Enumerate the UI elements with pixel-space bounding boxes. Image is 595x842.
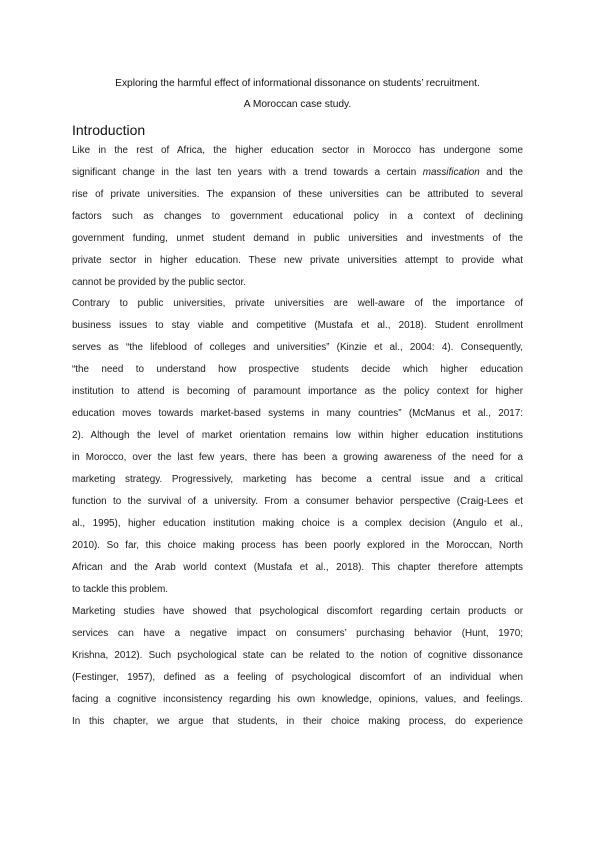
body-text-line: facing a cognitive inconsistency regarding his own knowledge, opinions, values, and feelings. — [72, 694, 523, 705]
body-text-line: cannot be provided by the public sector. — [72, 277, 247, 288]
section-heading-introduction: Introduction — [72, 122, 146, 138]
paper-subtitle: A Moroccan case study. — [243, 99, 352, 110]
body-text-line: In this chapter, we argue that students, in their choice making process, do experience — [72, 716, 523, 727]
body-text-line: African and the Arab world context (Mustafa et al., 2018). This chapter therefore attempts — [72, 562, 523, 573]
body-text-line: private sector in higher education. These new private universities attempt to provide what — [72, 255, 523, 266]
body-text-line: services can have a negative impact on consumers’ purchasing behavior (Hunt, 1970; — [72, 628, 523, 639]
body-text-line: institution to attend is becoming of paramount importance as the policy context for higher — [72, 386, 523, 397]
body-text-segment: and the — [479, 167, 523, 178]
paper-title: Exploring the harmful effect of informational dissonance on students’ recruitment. — [115, 78, 480, 89]
body-text-line: education moves towards market-based systems in many countries” (McManus et al., 2017: — [72, 408, 523, 419]
body-text-line: Like in the rest of Africa, the higher education sector in Morocco has undergone some — [72, 145, 523, 156]
body-text-line: Marketing studies have showed that psychological discomfort regarding certain products or — [72, 606, 523, 617]
body-text-line: rise of private universities. The expansion of these universities can be attributed to several — [72, 189, 523, 200]
body-text-line: in Morocco, over the last few years, there has been a growing awareness of the need for a — [72, 452, 523, 463]
body-text-line: 2). Although the level of market orientation remains low within higher education institutions — [72, 430, 523, 441]
body-text-line: Krishna, 2012). Such psychological state can be related to the notion of cognitive dissonance — [72, 650, 523, 661]
body-text-line: al., 1995), higher education institution making choice is a complex decision (Angulo et al., — [72, 518, 523, 529]
body-text-line: serves as “the lifeblood of colleges and universities” (Kinzie et al., 2004: 4). Consequently, — [72, 342, 523, 353]
body-text-line: factors such as changes to government educational policy in a context of declining — [72, 211, 523, 222]
body-text-line: 2010). So far, this choice making process has been poorly explored in the Moroccan, North — [72, 540, 523, 551]
italic-term: massification — [422, 167, 480, 178]
body-text-line: to tackle this problem. — [72, 584, 169, 595]
body-text-line: function to the survival of a university. From a consumer behavior perspective (Craig-Lees et — [72, 496, 523, 507]
body-text-line: “the need to understand how prospective students decide which higher education — [72, 364, 523, 375]
body-text-segment: significant change in the last ten years with a trend towards a certain — [72, 167, 423, 178]
body-text-line: government funding, unmet student demand in public universities and investments of the — [72, 233, 523, 244]
body-text-line — [72, 166, 523, 180]
body-text-line: Contrary to public universities, private universities are well-aware of the importance of — [72, 298, 523, 309]
body-text-line: (Festinger, 1957), defined as a feeling of psychological discomfort of an individual when — [72, 672, 523, 683]
body-text-line: business issues to stay viable and competitive (Mustafa et al., 2018). Student enrollment — [72, 320, 523, 331]
body-text-line: marketing strategy. Progressively, marketing has become a central issue and a critical — [72, 474, 523, 485]
